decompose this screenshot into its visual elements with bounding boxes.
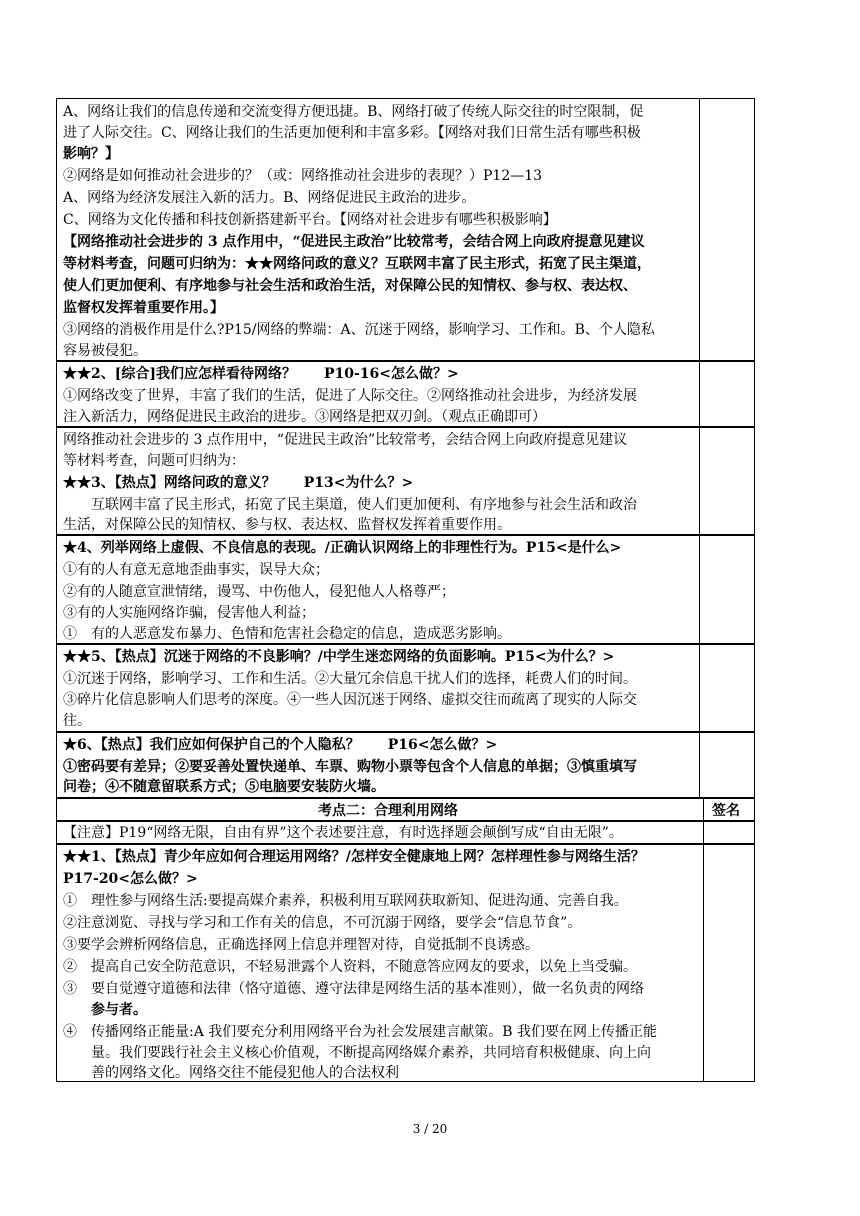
signature-cell-4 <box>699 535 755 644</box>
text-line: ③要学会辨析网络信息，正确选择网上信息并理智对待，自觉抵制不良诱惑。 <box>63 937 539 953</box>
text-line: 使人们更加便利、有序地参与社会生活和政治生活，对保障公民的知情权、参与权、表达权、 <box>63 278 637 294</box>
section-title: 考点二：合理利用网络 <box>318 803 458 819</box>
signature-cell-5 <box>699 644 755 732</box>
text-line: 等材料考查，问题可归纳为： <box>63 453 245 469</box>
text-line: ★★3、【热点】网络问政的意义？ P13<为什么？> <box>63 475 414 491</box>
text-line: ★6、【热点】我们应如何保护自己的个人隐私？ P16<怎么做？> <box>63 737 498 753</box>
text-line: ① 有的人恶意发布暴力、色情和危害社会稳定的信息，造成恶劣影响。 <box>63 626 511 642</box>
text-line: 往。 <box>63 713 91 729</box>
text-line: ①有的人有意无意地歪曲事实，误导大众； <box>63 562 329 578</box>
page-number: 3 / 20 <box>412 1122 448 1136</box>
text-line: ④ 传播网络正能量:A 我们要充分利用网络平台为社会发展建言献策。B 我们要在网上传播正能 <box>63 1024 658 1040</box>
text-line: ①网络改变了世界，丰富了我们的生活，促进了人际交往。②网络推动社会进步，为经济发展 <box>63 388 637 404</box>
text-line: ③有的人实施网络诈骗，侵害他人利益； <box>63 605 315 621</box>
text-line: ②网络是如何推动社会进步的？（或：网络推动社会进步的表现？）P12—13 <box>63 168 543 184</box>
text-line: ① 理性参与网络生活:要提高媒介素养，积极利用互联网获取新知、促进沟通、完善自我。 <box>63 893 628 909</box>
text-line: 生活，对保障公民的知情权、参与权、表达权、监督权发挥着重要作用。 <box>63 517 511 533</box>
text-line: 影响？】 <box>63 146 119 162</box>
text-line: A、网络为经济发展注入新的活力。B、网络促进民主政治的进步。 <box>63 190 476 206</box>
text-line: 容易被侵犯。 <box>63 343 147 359</box>
text-line: ★★2、[综合]我们应怎样看待网络？ P10-16<怎么做？> <box>63 366 459 382</box>
text-line: ③碎片化信息影响人们思考的深度。④一些人因沉迷于网络、虚拟交往而疏离了现实的人际交 <box>63 692 637 708</box>
text-line: 【网络推动社会进步的 3 点作用中，“促进民主政治”比较常考，会结合网上向政府提意见建议 <box>63 234 645 250</box>
text-line: ③ 要自觉遵守道德和法律（恪守道德、遵守法律是网络生活的基本准则），做一名负责的网络 <box>63 981 644 997</box>
text-line: ★★5、【热点】沉迷于网络的不良影响？/中学生迷恋网络的负面影响。P15<为什么？> <box>63 649 615 665</box>
signature-cell-3 <box>699 427 755 535</box>
text-line: 网络推动社会进步的 3 点作用中，“促进民主政治”比较常考，会结合网上向政府提意见建议 <box>63 432 628 448</box>
text-line: 互联网丰富了民主形式，拓宽了民主渠道，使人们更加便利、有序地参与社会生活和政治 <box>63 497 637 513</box>
text-line: ②注意浏览、寻找与学习和工作有关的信息，不可沉溺于网络，要学会“信息节食”。 <box>63 915 582 931</box>
text-line: P17-20<怎么做？> <box>63 871 198 887</box>
text-line: ①密码要有差异；②要妥善处置快递单、车票、购物小票等包含个人信息的单据；③慎重填写 <box>63 759 637 775</box>
text-line: C、网络为文化传播和科技创新搭建新平台。【网络对社会进步有哪些积极影响】 <box>63 212 557 228</box>
text-line: 注入新活力，网络促进民主政治的进步。③网络是把双刃剑。（观点正确即可） <box>63 409 546 425</box>
text-line: 善的网络文化。网络交往不能侵犯他人的合法权利 <box>63 1065 399 1081</box>
signature-cell-6 <box>699 732 755 798</box>
text-line: 等材料考查，问题可归纳为：★★网络问政的意义？互联网丰富了民主形式，拓宽了民主渠道， <box>63 256 651 272</box>
text-line: ★★1、【热点】青少年应如何合理运用网络？/怎样安全健康地上网？怎样理性参与网络生活？ <box>63 849 645 865</box>
text-line: 问卷；④不随意留联系方式；⑤电脑要安装防火墙。 <box>63 779 385 795</box>
text-line: A、网络让我们的信息传递和交流变得方便迅捷。B、网络打破了传统人际交往的时空限制，促 <box>63 104 644 120</box>
text-line: ★4、列举网络上虚假、不良信息的表现。/正确认识网络上的非理性行为。P15<是什么> <box>63 540 622 556</box>
text-line: ①沉迷于网络，影响学习、工作和生活。②大量冗余信息干扰人们的选择，耗费人们的时间。 <box>63 671 637 687</box>
text-line: ②有的人随意宣泄情绪，谩骂、中伤他人，侵犯他人人格尊严； <box>63 584 455 600</box>
note-line: 【注意】P19“网络无限，自由有界”这个表述要注意，有时选择题会颠倒写成“自由无限”。 <box>63 825 623 841</box>
text-line: 量。我们要践行社会主义核心价值观，不断提高网络媒介素养，共同培育积极健康、向上向 <box>63 1045 651 1061</box>
signature-cell-1 <box>699 98 755 361</box>
text-line: 进了人际交往。C、网络让我们的生活更加便利和丰富多彩。【网络对我们日常生活有哪些积极 <box>63 125 641 141</box>
text-line: 参与者。 <box>63 1002 147 1018</box>
text-line: ③网络的消极作用是什么?P15/网络的弊端：A、沉迷于网络，影响学习、工作和。B、个人隐私 <box>63 322 655 338</box>
signature-cell-7 <box>703 844 755 1082</box>
signature-cell-2 <box>699 361 755 427</box>
text-line: 监督权发挥着重要作用。】 <box>63 300 224 316</box>
sign-label: 签名 <box>712 803 740 819</box>
note-sign-cell <box>703 821 755 844</box>
text-line: ② 提高自己安全防范意识，不轻易泄露个人资料，不随意答应网友的要求，以免上当受骗。 <box>63 959 637 975</box>
